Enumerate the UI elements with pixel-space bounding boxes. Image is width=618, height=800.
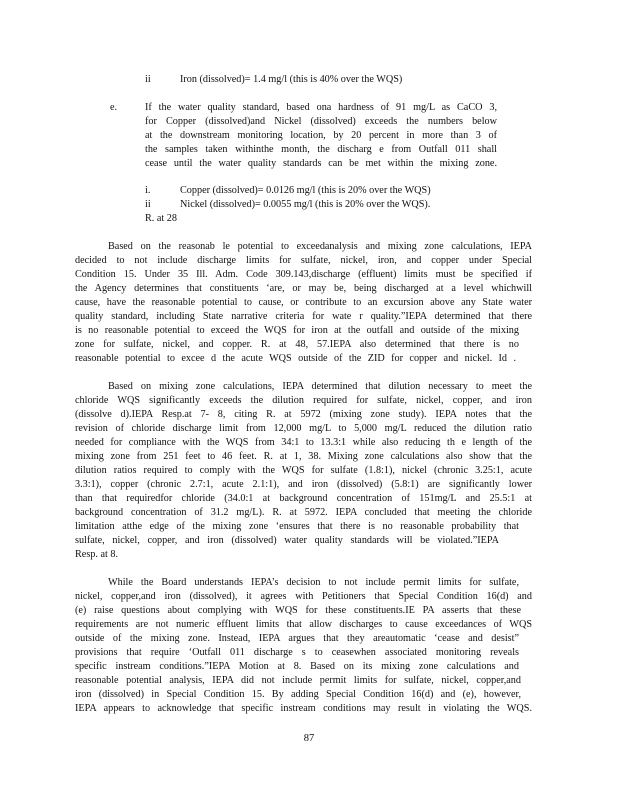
paragraph-2-line: mixing zone from 251 feet to 46 feet. R. at 1, 38. Mixing zone calculations also show that the: [75, 451, 532, 462]
item-e-line: cease until the water quality standards can be met within the mixing zone.: [145, 158, 497, 169]
sub-item-text: Nickel (dissolved)= 0.0055 mg/l (this is 20% over the WQS).: [180, 199, 431, 210]
paragraph-3-line: nickel, copper,and iron (dissolved), it agrees with Petitioners that Special Condition 16(d) and: [75, 591, 532, 602]
item-e-line: for Copper (dissolved)and Nickel (dissolved) exceeds the numbers below: [145, 116, 497, 127]
paragraph-2-line: needed for compliance with the WQS from 34:1 to 13.3:1 while also reducing th e length of the: [75, 437, 532, 448]
paragraph-2-line: sulfate, nickel, copper, and iron (dissolved) water quality standards will be violated.”IEPA: [75, 535, 499, 546]
sub-item-text: Copper (dissolved)= 0.0126 mg/l (this is 20% over the WQS): [180, 185, 431, 196]
paragraph-2-line: (dissolve d).IEPA Resp.at 7- 8, citing R. at 5972 (mixing zone study). IEPA notes that the: [75, 409, 532, 420]
paragraph-3-line: While the Board understands IEPA’s decision to not include permit limits for sulfate,: [108, 577, 519, 588]
paragraph-1-line: Condition 15. Under 35 Ill. Adm. Code 309.143,discharge (effluent) limits must be specified if: [75, 269, 532, 280]
paragraph-2-line: revision of chloride discharge limit from 12,000 mg/L to 5,000 mg/L reduced the dilution ratio: [75, 423, 532, 434]
paragraph-2-line: Based on mixing zone calculations, IEPA determined that dilution necessary to meet the: [108, 381, 532, 392]
paragraph-2-line: limitation atthe edge of the mixing zone ‘ensures that there is no reasonable probability that: [75, 521, 519, 532]
paragraph-2-line: 3.3:1), copper (chronic 2.7:1, acute 2.1:1), and iron (dissolved) (5.8:1) are significantly lower: [75, 479, 532, 490]
paragraph-1-line: zone for sulfate, nickel, and copper. R. at 48, 57.IEPA also determined that there is no: [75, 339, 519, 350]
paragraph-2-line: dilution ratios required to comply with the WQS for sulfate (1.8:1), nickel (chronic 3.25:1, acute: [75, 465, 532, 476]
paragraph-3-line: requirements are not numeric effluent limits that allow discharges to cause exceedances of WQS: [75, 619, 532, 630]
paragraph-1-line: quality standard, including State narrative criteria for wate r quality.”IEPA determined that there: [75, 311, 532, 322]
paragraph-1-line: the Agency determines that constituents ‘are, or may be, being discharged at a level whichwill: [75, 283, 532, 294]
paragraph-1-line: reasonable potential to excee d the acute WQS outside of the ZID for copper and nickel. Id .: [75, 353, 516, 364]
paragraph-3-line: provisions that require ‘Outfall 011 discharge s to ceasewhen associated monitoring reveals: [75, 647, 519, 658]
paragraph-1-line: cause, have the reasonable potential to cause, or contribute to an excursion above any State water: [75, 297, 532, 308]
list-item-ii-text: Iron (dissolved)= 1.4 mg/l (this is 40% over the WQS): [180, 74, 403, 85]
paragraph-1-line: Based on the reasonab le potential to exceedanalysis and mixing zone calculations, IEPA: [108, 241, 532, 252]
paragraph-3-line: reasonable potential analysis, IEPA did not include permit limits for sulfate, nickel, copper,and: [75, 675, 521, 686]
paragraph-3-line: specific instream conditions.”IEPA Motion at 8. Based on its mixing zone calculations and: [75, 661, 519, 672]
sub-item-number: i.: [145, 185, 151, 196]
paragraph-2-line: than that requiredfor chloride (34.0:1 at background concentration of 151mg/L and 25.5:1 at: [75, 493, 532, 504]
page-number: 87: [303, 733, 315, 744]
paragraph-3-line: iron (dissolved) in Special Condition 15. By adding Special Condition 16(d) and (e), however,: [75, 689, 521, 700]
list-item-ii-number: ii: [145, 74, 151, 85]
paragraph-3-line: IEPA appears to acknowledge that specific instream conditions may result in violating the WQS.: [75, 703, 532, 714]
item-e-line: at the downstream monitoring location, by 20 percent in more than 3 of: [145, 130, 497, 141]
paragraph-3-line: (e) raise questions about complying with WQS for these constituents.IE PA asserts that these: [75, 605, 521, 616]
item-e-label: e.: [110, 102, 118, 113]
item-e-line: If the water quality standard, based ona hardness of 91 mg/L as CaCO 3,: [145, 102, 497, 113]
paragraph-2-line: chloride WQS significantly exceeds the dilution required for sulfate, nickel, copper, and iron: [75, 395, 532, 406]
item-e-line: the samples taken withinthe month, the discharg e from Outfall 011 shall: [145, 144, 497, 155]
sub-item-number: ii: [145, 199, 151, 210]
paragraph-3-line: outside of the mixing zone. Instead, IEPA argues that they areautomatic ‘cease and desist”: [75, 633, 519, 644]
paragraph-1-line: decided to not include discharge limits for sulfate, nickel, iron, and copper under Special: [75, 255, 532, 266]
paragraph-2-line: background concentration of 31.2 mg/L). R. at 5972. IEPA concluded that meeting the chloride: [75, 507, 532, 518]
paragraph-1-line: is no reasonable potential to exceed the WQS for iron at the outfall and outside of the mixing: [75, 325, 519, 336]
record-citation: R. at 28: [145, 213, 177, 224]
paragraph-2-line: Resp. at 8.: [75, 549, 119, 560]
